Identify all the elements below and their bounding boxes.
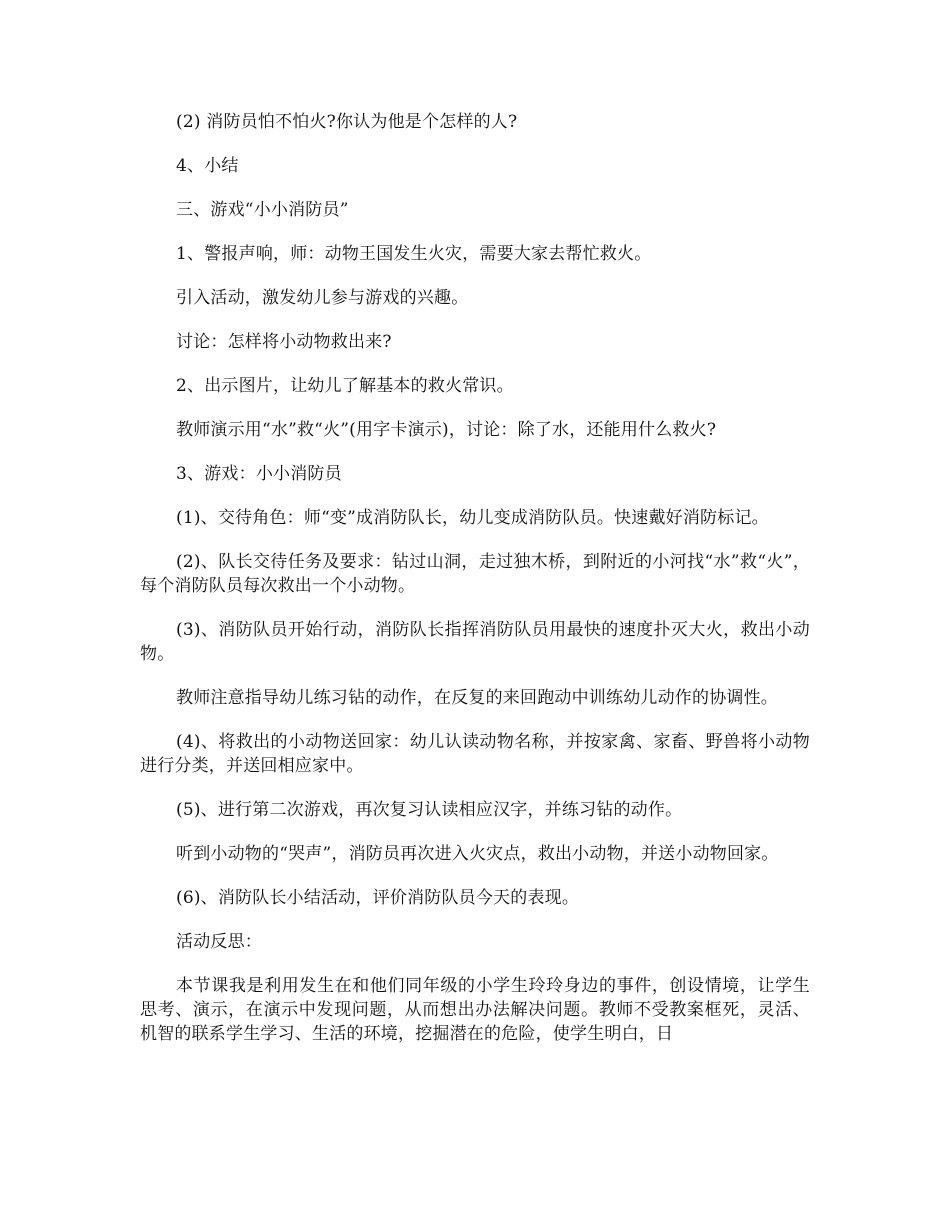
paragraph-summary-heading: 4、小结 [176,156,239,176]
paragraph-intro-activity: 引入活动，激发幼儿参与游戏的兴趣。 [176,288,469,308]
paragraph-substep-6: (6)、消防队长小结活动，评价消防队员今天的表现。 [176,888,580,908]
paragraph-discussion: 讨论：怎样将小动物救出来? [176,332,392,352]
paragraph-teacher-demo: 教师演示用“水”救“火”(用字卡演示)，讨论：除了水，还能用什么救火? [176,420,717,440]
paragraph-reflection-heading: 活动反思： [176,932,262,952]
paragraph-substep-1: (1)、交待角色：师“变”成消防队长，幼儿变成消防队员。快速戴好消防标记。 [176,508,769,528]
paragraph-substep-5: (5)、进行第二次游戏，再次复习认读相应汉字，并练习钻的动作。 [176,800,683,820]
paragraph-animal-cry: 听到小动物的“哭声”，消防员再次进入火灾点，救出小动物，并送小动物回家。 [176,844,779,864]
paragraph-substep-2: (2)、队长交待任务及要求：钻过山洞，走过独木桥，到附近的小河找“水”救“火”，每个消防队员每次救出一个小动物。 [140,552,810,596]
paragraph-step-1: 1、警报声响，师：动物王国发生火灾，需要大家去帮忙救火。 [176,244,652,264]
paragraph-reflection-body: 本节课我是利用发生在和他们同年级的小学生玲玲身边的事件，创设情境，让学生思考、演示，在演示中发现问题，从而想出办法解决问题。教师不受教案框死，灵活、机智的联系学生学习、生活的环境，挖掘潜在的危险，使学生明白，日 [140,976,810,1044]
paragraph-step-2: 2、出示图片，让幼儿了解基本的救火常识。 [176,376,514,396]
paragraph-teacher-guidance: 教师注意指导幼儿练习钻的动作，在反复的来回跑动中训练幼儿动作的协调性。 [176,688,778,708]
document-body [140,110,810,1066]
section-heading-game: 三、游戏“小小消防员” [176,200,349,220]
paragraph-question-2: (2) 消防员怕不怕火?你认为他是个怎样的人? [176,112,518,132]
paragraph-substep-3: (3)、消防队员开始行动，消防队长指挥消防队员用最快的速度扑灭大火，救出小动物。 [140,620,810,664]
paragraph-substep-4: (4)、将救出的小动物送回家：幼儿认读动物名称，并按家禽、家畜、野兽将小动物进行分类，并送回相应家中。 [140,732,810,776]
paragraph-step-3: 3、游戏：小小消防员 [176,464,342,484]
